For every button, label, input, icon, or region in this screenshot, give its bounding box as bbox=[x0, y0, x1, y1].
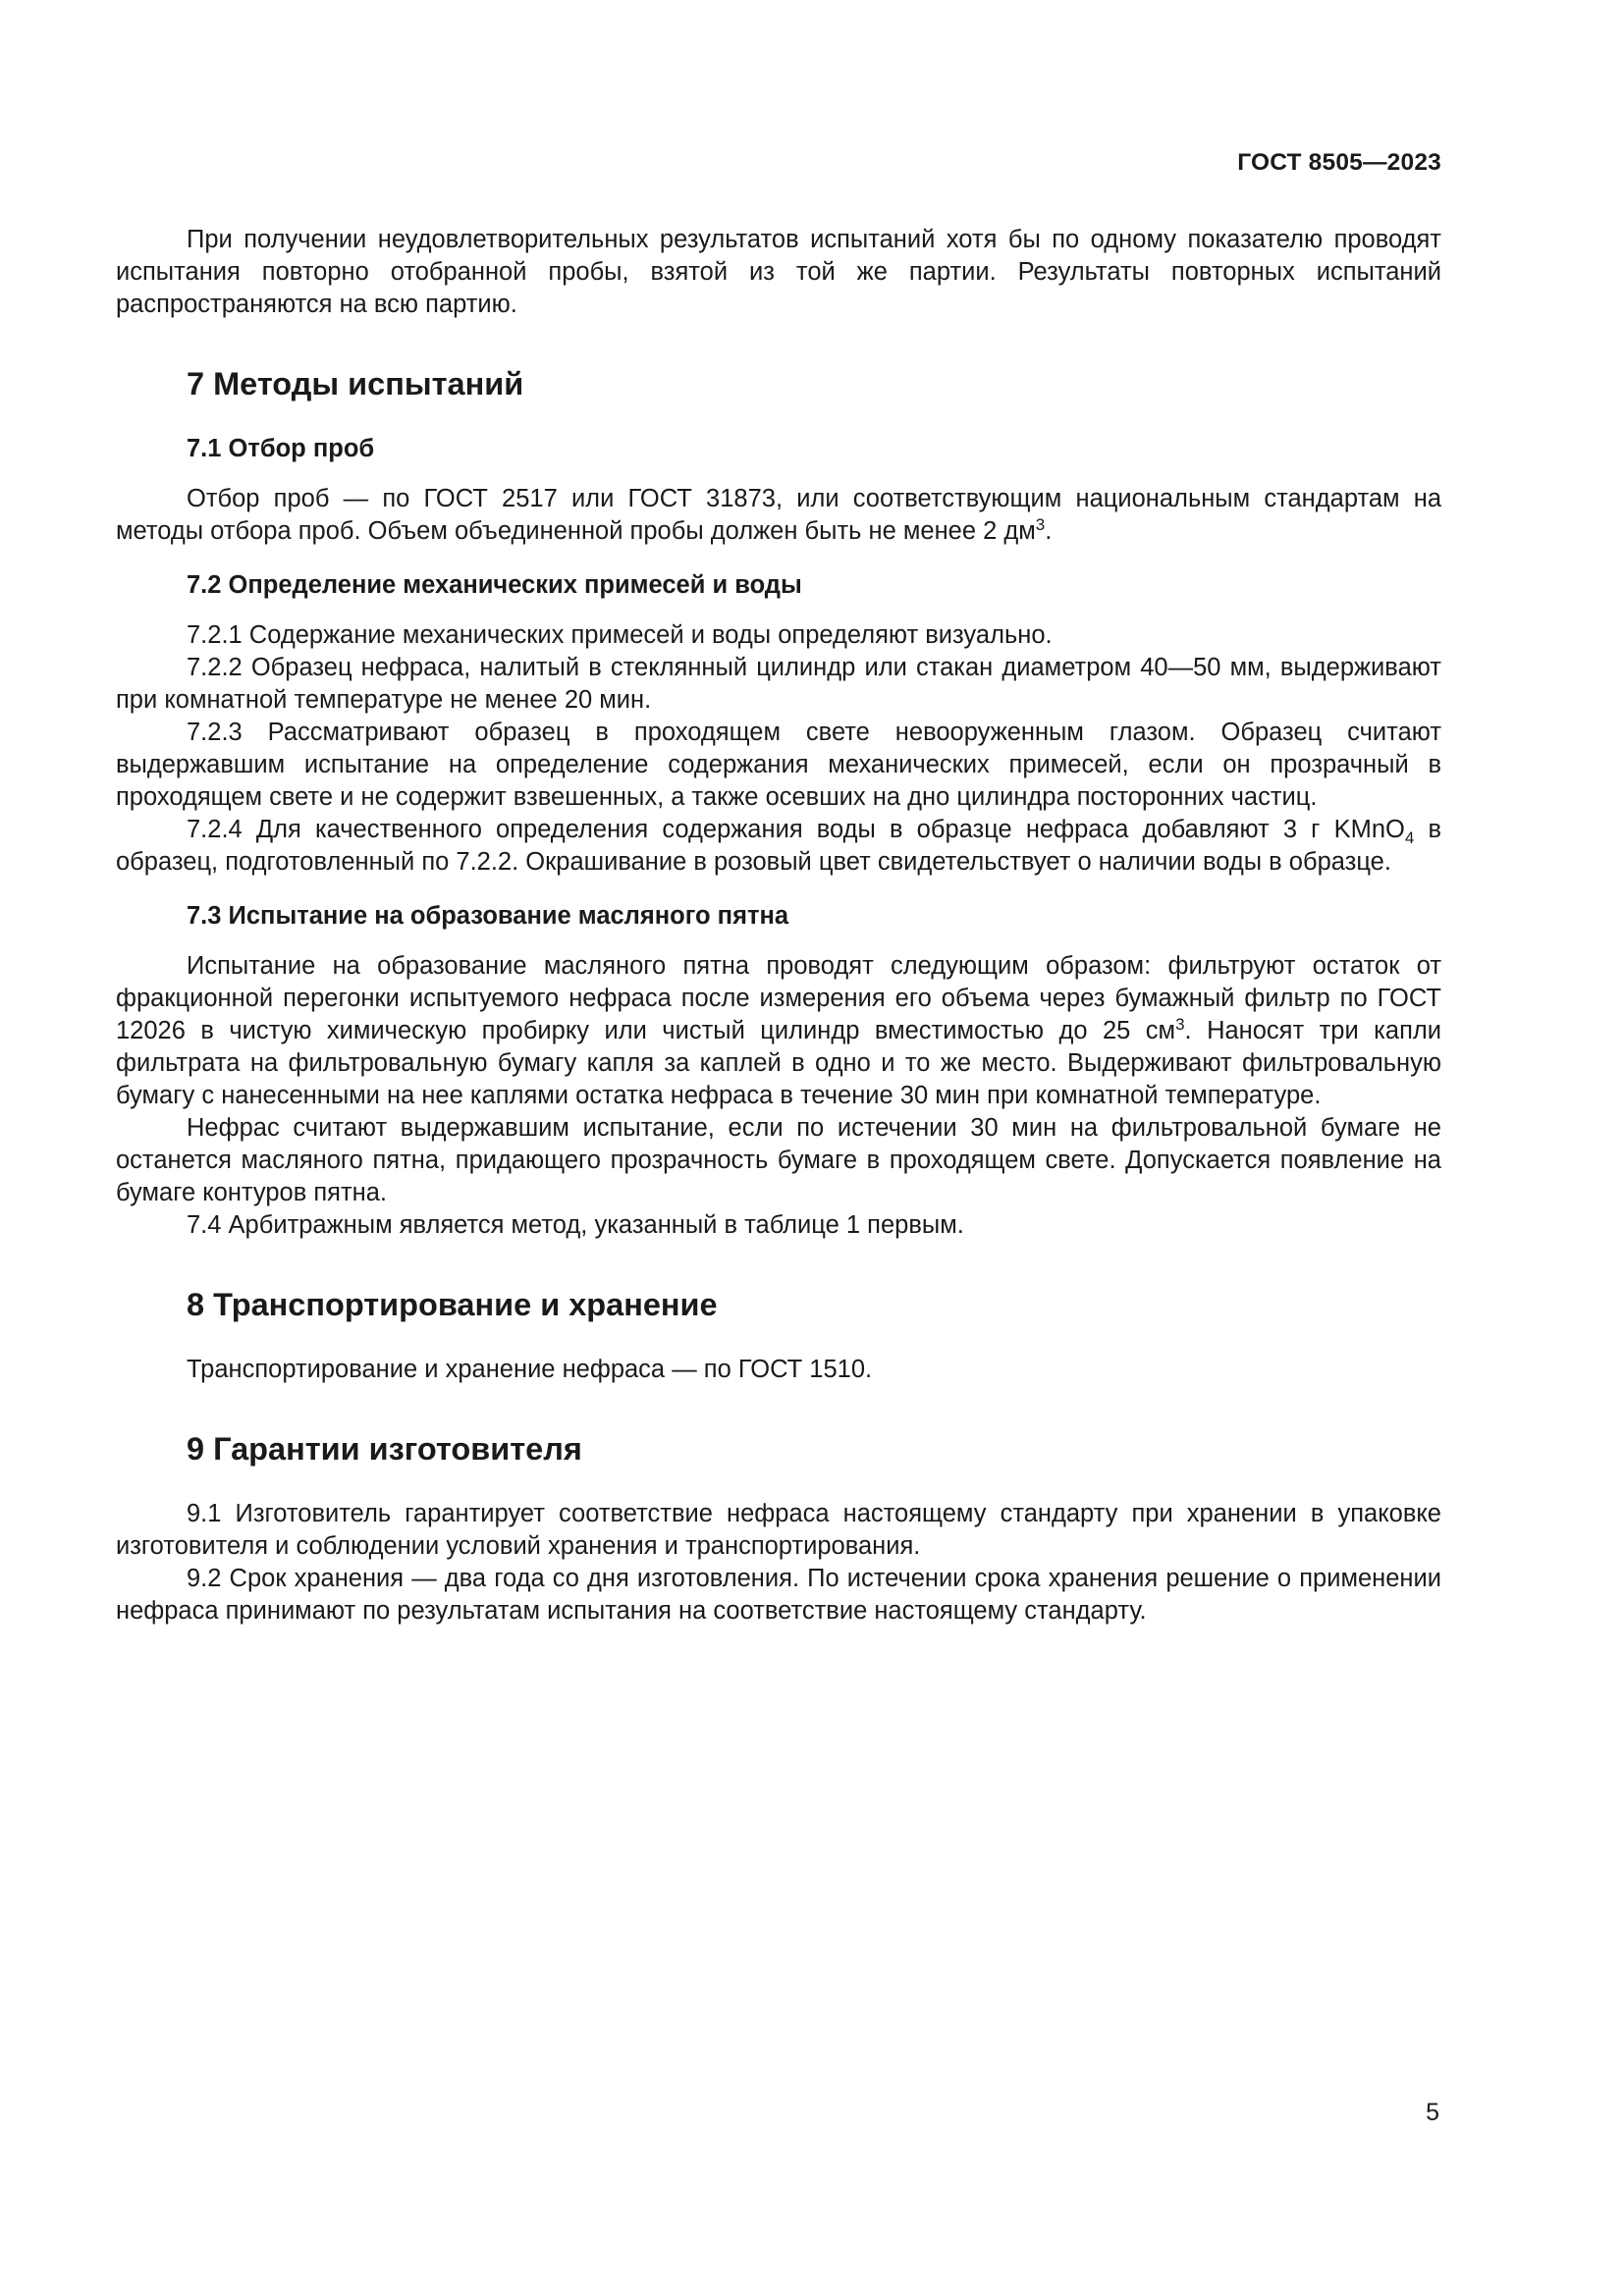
clause-7-2-1: 7.2.1 Содержание механических примесей и воды определяют визуально. bbox=[187, 621, 1053, 649]
subscript: 4 bbox=[1404, 828, 1415, 847]
superscript: 3 bbox=[1035, 515, 1046, 534]
superscript: 3 bbox=[1175, 1015, 1185, 1034]
intro-paragraph: При получении неудовлетворительных результатов испытаний хотя бы по одному показателю проводят испытания повторно отобранной пробы, взятой из той же партии. Результаты повторных испытаний распространяются на всю партию. bbox=[116, 226, 1441, 318]
subsection-7-3-paragraph-1: Испытание на образование масляного пятна проводят следующим образом: фильтруют остаток от фракционной перегонки испытуемого нефраса после измерения его объема через бумажный фильтр по ГОСТ 12026 в чистую химическую пробирку или чистый цилиндр вместимостью до 25 $см^3$. Наносят три капли фильтрата на фильтровальную бумагу капля за каплей в одно и то же место. Выдерживают фильтровальную бумагу с нанесенными на нее каплями остатка нефраса в течение 30 мин при комнатной температуре. bbox=[116, 952, 1441, 1109]
clause-7-4: 7.4 Арбитражным является метод, указанный в таблице 1 первым. bbox=[187, 1211, 964, 1239]
document-id-header: ГОСТ 8505—2023 bbox=[1237, 149, 1441, 176]
section-9-title: 9 Гарантии изготовителя bbox=[187, 1431, 582, 1467]
clause-7-2-2: 7.2.2 Образец нефраса, налитый в стеклянный цилиндр или стакан диаметром 40—50 мм, выдерживают при комнатной температуре не менее 20 мин. bbox=[116, 654, 1441, 714]
clause-9-1: 9.1 Изготовитель гарантирует соответствие нефраса настоящему стандарту при хранении в упаковке изготовителя и соблюдении условий хранения и транспортирования. bbox=[116, 1500, 1441, 1560]
clause-9-2: 9.2 Срок хранения — два года со дня изготовления. По истечении срока хранения решение о применении нефраса принимают по результатам испытания на соответствие настоящему стандарту. bbox=[116, 1565, 1441, 1625]
clause-7-2-4: 7.2.4 Для качественного определения содержания воды в образце нефраса добавляют 3 г KMnO$_4$ в образец, подготовленный по 7.2.2. Окрашивание в розовый цвет свидетельствует о наличии воды в образце. bbox=[116, 816, 1441, 876]
subsection-7-2-title: 7.2 Определение механических примесей и воды bbox=[187, 571, 802, 599]
document-body bbox=[116, 224, 1441, 1628]
clause-7-2-3: 7.2.3 Рассматривают образец в проходящем свете невооруженным глазом. Образец считают выдержавшим испытание на определение содержания механических примесей, если он прозрачный в проходящем свете и не содержит взвешенных, а также осевших на дно цилиндра посторонних частиц. bbox=[116, 719, 1441, 811]
section-8-title: 8 Транспортирование и хранение bbox=[187, 1287, 718, 1322]
subsection-7-3-paragraph-2: Нефрас считают выдержавшим испытание, если по истечении 30 мин на фильтровальной бумаге не останется масляного пятна, придающего прозрачность бумаге в проходящем свете. Допускается появление на бумаге контуров пятна. bbox=[116, 1114, 1441, 1206]
page-number: 5 bbox=[1426, 2099, 1439, 2126]
section-8-text: Транспортирование и хранение нефраса — по ГОСТ 1510. bbox=[187, 1356, 873, 1383]
subsection-7-1-text: Отбор проб — по ГОСТ 2517 или ГОСТ 31873, или соответствующим национальным стандартам на методы отбора проб. Объем объединенной пробы должен быть не менее 2 $дм^3$. bbox=[116, 485, 1441, 545]
subsection-7-3-title: 7.3 Испытание на образование масляного пятна bbox=[187, 902, 789, 930]
subsection-7-1-title: 7.1 Отбор проб bbox=[187, 435, 375, 462]
section-7-title: 7 Методы испытаний bbox=[187, 366, 524, 401]
